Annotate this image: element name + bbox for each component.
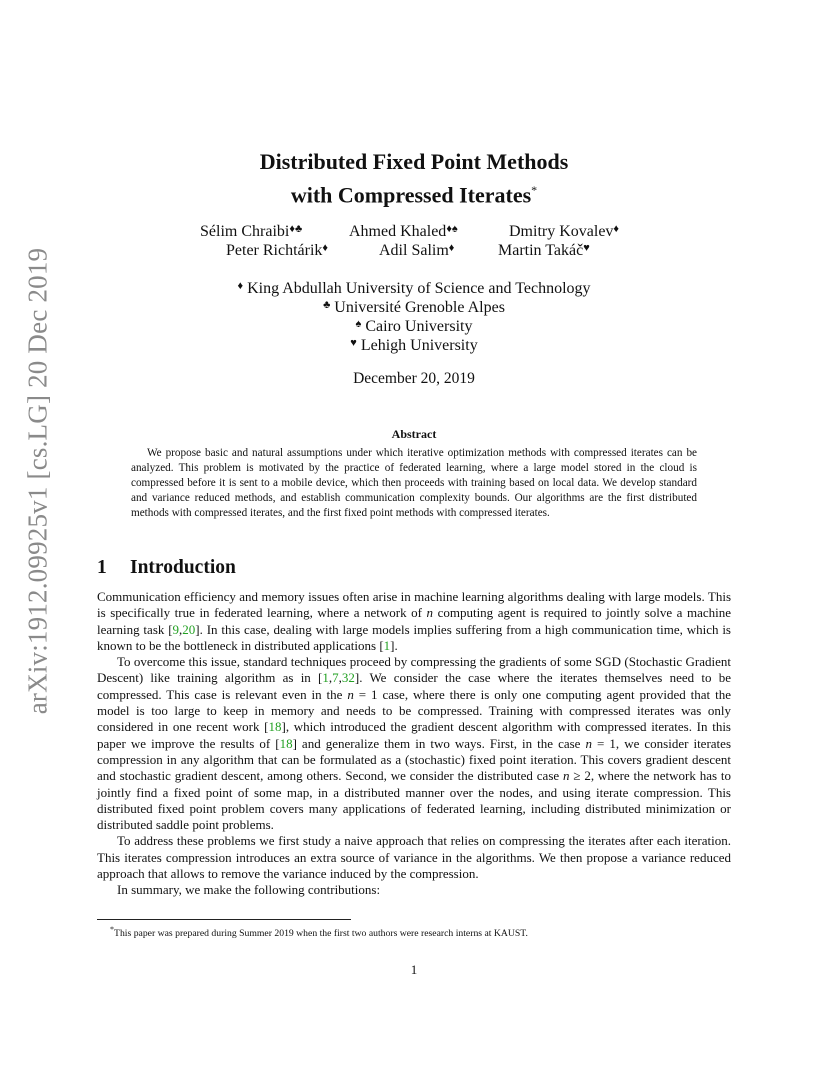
- paragraph: Communication efficiency and memory issues often arise in machine learning algorithms dealing with large models. This is specifically true in federated learning, where a network of n computing agent is required to jointly solve a machine learning task [9,20]. In this case, dealing with large models implies suffering from a high communication time, which is known to be the bottleneck in distributed applications [1].: [97, 589, 731, 653]
- citation-link[interactable]: 1: [383, 637, 391, 653]
- citation-link[interactable]: 9: [172, 621, 180, 637]
- affiliation: ♦ King Abdullah University of Science and Technology: [237, 280, 591, 297]
- footnote-rule: [97, 919, 351, 920]
- author-affiliation-symbol: ♦♠: [446, 223, 458, 235]
- paragraph: In summary, we make the following contributions:: [117, 882, 381, 898]
- title-footnote-mark: *: [531, 183, 538, 197]
- citation-link[interactable]: 7: [332, 670, 339, 686]
- arxiv-stamp: [18, 247, 58, 715]
- affiliation: ♣ Université Grenoble Alpes: [323, 299, 505, 316]
- citation-link[interactable]: 18: [279, 735, 293, 751]
- author-affiliation-symbol: ♦: [448, 242, 455, 254]
- section-number: 1: [97, 557, 107, 578]
- author-affiliation-symbol: ♥: [583, 242, 590, 254]
- page-number: 1: [410, 962, 418, 977]
- paper-title: [150, 147, 678, 209]
- author: Martin Takáč♥: [498, 242, 590, 259]
- affiliation: ♠ Cairo University: [355, 318, 473, 335]
- author-affiliation-symbol: ♦♣: [289, 223, 303, 235]
- footnote: *This paper was prepared during Summer 2019 when the first two authors were research interns at KAUST.: [110, 925, 528, 940]
- paper-date: December 20, 2019: [353, 370, 475, 387]
- section-body: [97, 589, 731, 899]
- section-heading: [97, 557, 236, 579]
- citation-link[interactable]: 18: [268, 719, 282, 735]
- author-affiliation-symbol: ♦: [322, 242, 329, 254]
- citation-link[interactable]: 20: [182, 621, 196, 637]
- paragraph: To overcome this issue, standard techniques proceed by compressing the gradients of some SGD (Stochastic Gradient Descent) like training algorithm as in [1,7,32]. We consider the case where the iterates themselves need to be compressed. This case is relevant even in the n = 1 case, where there is only one computing agent provided that the model is too large to keep in memory and needs to be compressed. Training with compressed iterates was only considered in one recent work [18], which introduced the gradient descent algorithm with compressed iterates. In this paper we improve the results of [18] and generalize them in two ways. First, in the case n = 1, we consider iterates compression in any algorithm that can be formulated as a (stochastic) fixed point iteration. This covers gradient descent and stochastic gradient descent, among others. Second, we consider the distributed case n ≥ 2, where the network has to jointly find a fixed point of some map, in a distributed manner over the nodes, and using iterate compression. This distributed fixed point problem covers many applications of federated learning, including distributed minimization or distributed saddle point problems.: [97, 654, 731, 833]
- title-line-1: Distributed Fixed Point Methods: [259, 149, 569, 174]
- abstract-text: We propose basic and natural assumptions under which iterative optimization methods with compressed iterates can be analyzed. This problem is motivated by the practice of federated learning, where a large model stored in the cloud is compressed before it is sent to a mobile device, which then proceeds with training based on local data. We develop standard and variance reduced methods, and establish communication complexity bounds. Our algorithms are the first distributed methods with compressed iterates, and the first fixed point methods with compressed iterates.: [131, 447, 697, 519]
- arxiv-stamp-text: arXiv:1912.09925v1 [cs.LG] 20 Dec 2019: [22, 247, 53, 715]
- paragraph: To address these problems we first study a naive approach that relies on compressing the iterates after each iteration. This iterates compression introduces an extra source of variance in the algorithms. We then propose a variance reduced approach that allows to remove the variance induced by the compression.: [97, 833, 731, 882]
- footnote-mark: *: [110, 925, 115, 934]
- title-line-2: with Compressed Iterates*: [290, 182, 538, 208]
- section-title: Introduction: [130, 557, 236, 578]
- author: Adil Salim♦: [379, 242, 455, 259]
- abstract-heading: Abstract: [391, 427, 437, 441]
- author: Dmitry Kovalev♦: [509, 223, 620, 240]
- author: Sélim Chraibi♦♣: [200, 223, 303, 240]
- citation-link[interactable]: 32: [341, 670, 355, 686]
- citation-link[interactable]: 1: [322, 670, 329, 686]
- author-affiliation-symbol: ♦: [613, 223, 620, 235]
- author: Peter Richtárik♦: [226, 242, 329, 259]
- affiliation: ♥ Lehigh University: [350, 337, 478, 354]
- author: Ahmed Khaled♦♠: [349, 223, 458, 240]
